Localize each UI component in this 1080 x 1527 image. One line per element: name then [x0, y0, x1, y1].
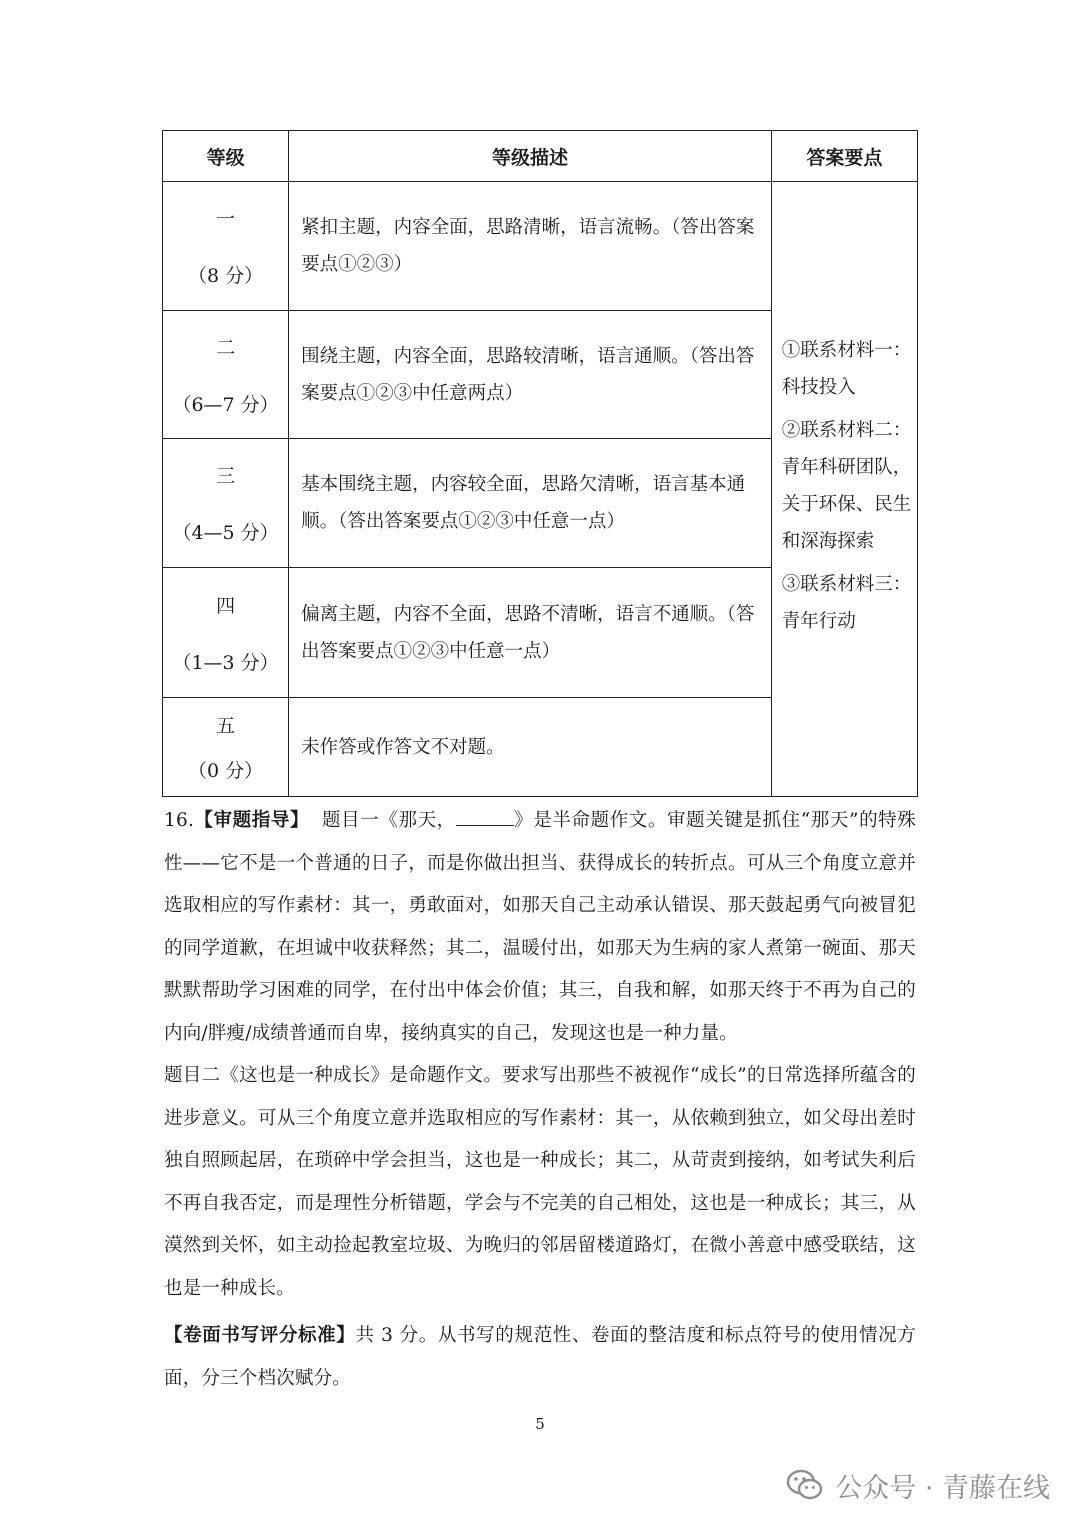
paragraph-topic-two: 题目二《这也是一种成长》是命题作文。要求写出那些不被视作“成长”的日常选择所蕴含的进步意义。可从三个角度立意并选取相应的写作素材：其一，从依赖到独立，如父母出差时独自照顾起居，在琐碎中学会担当，这也是一种成长；其二，从苛责到接纳，如考试失利后不再自我否定，而是理性分析错题，学会与不完美的自己相处，这也是一种成长；其三，从漠然到关怀，如主动捡起教室垃圾、为晚归的邻居留楼道路灯，在微小善意中感受联结，这也是一种成长。 [164, 1065, 916, 1299]
header-description: 等级描述 [289, 131, 772, 182]
wechat-icon [785, 1465, 825, 1505]
level-name: 四 [216, 594, 236, 617]
level-name: 五 [216, 715, 236, 737]
level-cell [163, 568, 289, 698]
header-key-points: 答案要点 [771, 131, 917, 182]
level-name: 二 [216, 336, 236, 359]
handwriting-tag: 【卷面书写评分标准】 [164, 1325, 356, 1346]
paragraph-topic-one [164, 800, 916, 1055]
level-score: （4—5 分） [172, 522, 279, 544]
level-name: 一 [216, 208, 236, 230]
table-header-row [163, 131, 918, 182]
handwriting-text: 共 3 分。从书写的规范性、卷面的整洁度和标点符号的使用情况方面，分三个档次赋分。 [164, 1325, 916, 1389]
question-number: 16. [164, 810, 195, 831]
handwriting-standard [164, 1315, 916, 1400]
key-point: ③联系材料三：青年行动 [781, 574, 912, 632]
level-cell [163, 311, 289, 439]
level-description: 围绕主题，内容全面，思路较清晰，语言通顺。（答出答案要点①②③中任意两点） [289, 311, 772, 439]
key-point: ①联系材料一：科技投入 [781, 340, 912, 398]
level-cell [163, 698, 289, 797]
grading-rubric-table [162, 130, 918, 797]
level-name: 三 [216, 465, 236, 487]
page-number: 5 [535, 1415, 545, 1433]
question-16-guidance [164, 800, 916, 1310]
topic-one-text-b: 》是半命题作文。审题关键是抓住“那天”的特殊性——它不是一个普通的日子，而是你做出担当、获得成长的转折点。可从三个角度立意并选取相应的写作素材：其一，勇敢面对，如那天自己主动承认错误、那天鼓起勇气向被冒犯的同学道歉，在坦诚中收获释然；其二，温暖付出，如那天为生病的家人煮第一碗面、那天默默帮助学习困难的同学，在付出中体会价值；其三，自我和解，如那天终于不再为自己的内向/胖瘦/成绩普通而自卑，接纳真实的自己，发现这也是一种力量。 [164, 810, 916, 1044]
level-score: （6—7 分） [172, 393, 279, 416]
level-score: （0 分） [188, 760, 264, 782]
level-description: 偏离主题，内容不全面，思路不清晰，语言不通顺。（答出答案要点①②③中任意一点） [289, 568, 772, 698]
level-description: 紧扣主题，内容全面，思路清晰，语言流畅。（答出答案要点①②③） [289, 182, 772, 311]
title-blank [456, 807, 514, 826]
level-cell [163, 439, 289, 568]
level-score: （8 分） [188, 265, 264, 287]
level-cell [163, 182, 289, 311]
watermark-text: 公众号 · 青藤在线 [835, 1472, 1050, 1504]
level-description: 基本围绕主题，内容较全面，思路欠清晰，语言基本通顺。（答出答案要点①②③中任意一点） [289, 439, 772, 568]
guidance-tag: 【审题指导】 [194, 810, 310, 831]
topic-one-text-a: 题目一《那天， [322, 810, 456, 831]
key-points-cell [771, 182, 917, 797]
level-description: 未作答或作答文不对题。 [289, 698, 772, 797]
watermark [785, 1465, 1050, 1505]
level-score: （1—3 分） [172, 651, 279, 674]
table-row [163, 182, 918, 311]
key-point: ②联系材料二：青年科研团队，关于环保、民生和深海探索 [781, 420, 912, 552]
header-level: 等级 [163, 131, 289, 182]
